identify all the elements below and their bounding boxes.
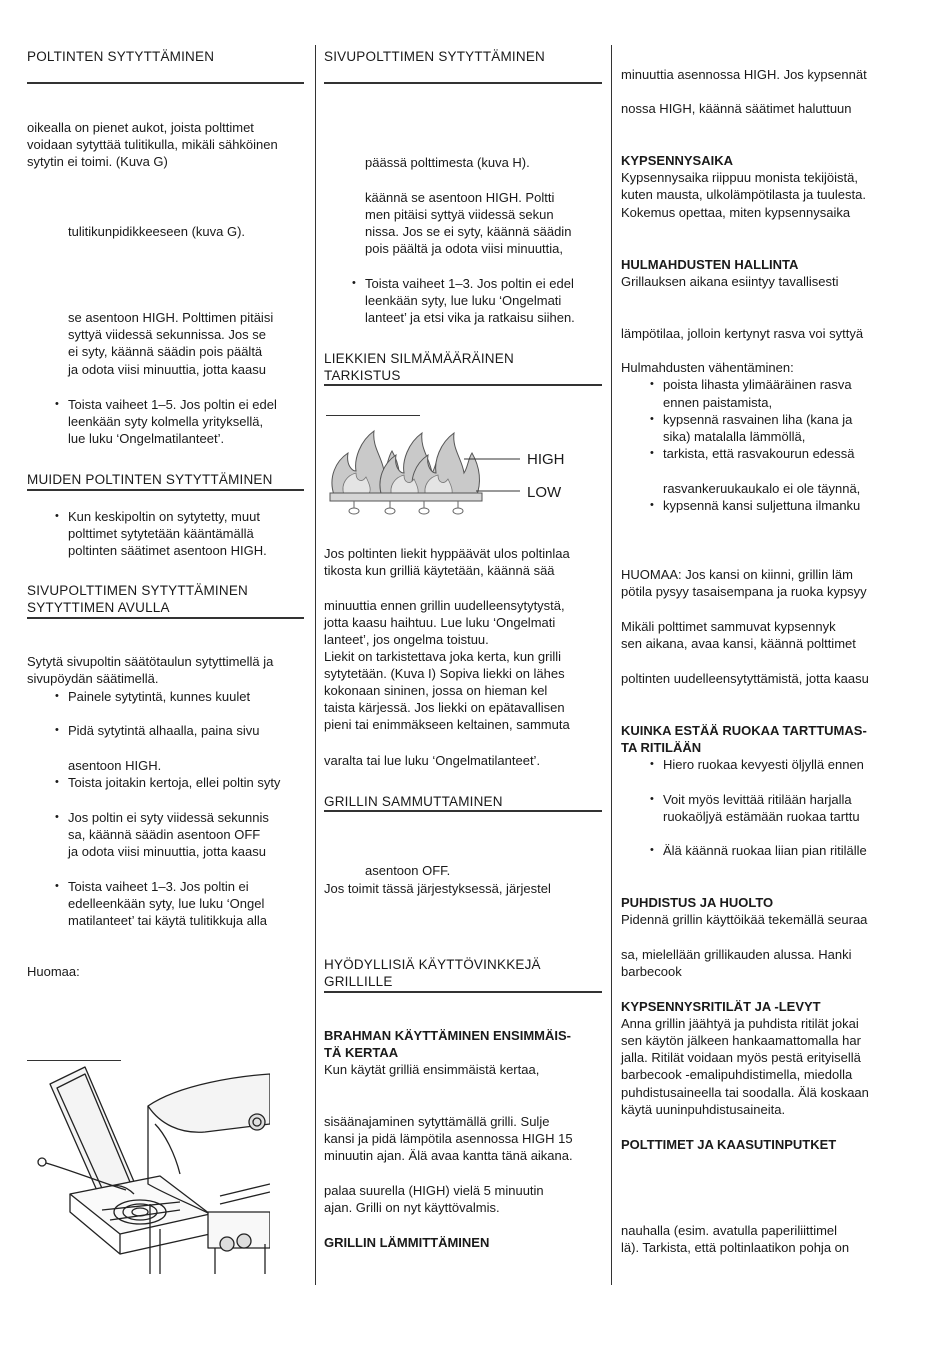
figure-caption-rule <box>27 1060 121 1061</box>
paragraph: pois päältä ja odota viisi minuuttia, <box>365 241 564 256</box>
list-item: kypsennä rasvainen liha (kana ja <box>663 412 853 427</box>
paragraph: poltinten uudelleensytyttämistä, jotta kaasu <box>621 671 869 686</box>
paragraph: käännä se asentoon HIGH. Poltti <box>365 190 555 205</box>
paragraph: kuten mausta, ulkolämpötilasta ja tuulesta. <box>621 187 866 202</box>
list-item: sika) matalalla lämmöllä, <box>663 429 806 444</box>
paragraph: Hulmahdusten vähentäminen: <box>621 360 794 375</box>
paragraph: asentoon OFF. <box>365 863 451 878</box>
heading-other-burners: MUIDEN POLTINTEN SYTYTTÄMINEN <box>27 472 273 487</box>
list-item: kypsennä kansi suljettuna ilmanku <box>663 498 861 513</box>
paragraph: sisäänajaminen sytyttämällä grilli. Sulje <box>324 1114 550 1129</box>
heading-rule <box>324 810 602 812</box>
paragraph: Kokemus opettaa, miten kypsennysaika <box>621 205 851 220</box>
paragraph: Kun käytät grilliä ensimmäistä kertaa, <box>324 1062 540 1077</box>
heading-rule <box>27 489 304 491</box>
paragraph: Liekit on tarkistettava joka kerta, kun grilli <box>324 649 561 664</box>
list-item: Toista vaiheet 1–3. Jos poltin ei <box>68 879 249 894</box>
subheading-cleaning: PUHDISTUS JA HUOLTO <box>621 895 774 910</box>
column-divider-1 <box>315 45 316 1285</box>
heading-shutdown: GRILLIN SAMMUTTAMINEN <box>324 794 503 809</box>
paragraph: voidaan sytyttää tulitikulla, mikäli sähköinen <box>27 137 278 152</box>
paragraph: minuutin ajan. Älä avaa kantta tänä aikana. <box>324 1148 573 1163</box>
paragraph: Sytytä sivupoltin säätötaulun sytyttimellä ja <box>27 654 274 669</box>
paragraph: palaa suurella (HIGH) vielä 5 minuutin <box>324 1183 544 1198</box>
paragraph: nissa. Jos se ei syty, käännä säädin <box>365 224 572 239</box>
figure-caption-rule <box>326 415 420 416</box>
bullet-dot: • <box>55 398 59 410</box>
heading-rule <box>27 617 304 619</box>
list-item: sa, käännä säädin asentoon OFF <box>68 827 261 842</box>
subheading-prevent-sticking: TA RITILÄÄN <box>621 740 702 755</box>
list-item: Jos poltin ei syty viidessä sekunnis <box>68 810 269 825</box>
paragraph: HUOMAA: Jos kansi on kiinni, grillin läm <box>621 567 853 582</box>
list-item: poltinten säätimet asentoon HIGH. <box>68 543 267 558</box>
paragraph: minuuttia ennen grillin uudelleensytytystä, <box>324 598 565 613</box>
subheading-burners-venturis: POLTTIMET JA KAASUTINPUTKET <box>621 1137 837 1152</box>
paragraph: sen aikana, avaa kansi, käännä polttimet <box>621 636 856 651</box>
paragraph: kokonaan sininen, jossa on hieman kel <box>324 683 548 698</box>
heading-side-burner-igniter: SYTYTTIMEN AVULLA <box>27 600 170 615</box>
bullet-dot: • <box>55 510 59 522</box>
heading-side-burner: SIVUPOLTTIMEN SYTYTTÄMINEN <box>324 49 545 64</box>
bullet-dot: • <box>55 690 59 702</box>
paragraph: men pitäisi syttyä viidessä sekun <box>365 207 554 222</box>
bullet-dot: • <box>650 758 654 770</box>
paragraph: ajan. Grilli on nyt käyttövalmis. <box>324 1200 500 1215</box>
bullet-dot: • <box>650 844 654 856</box>
heading-lighting-burners: POLTINTEN SYTYTTÄMINEN <box>27 49 215 64</box>
paragraph: lanteet’, jos ongelma toistuu. <box>324 632 489 647</box>
list-item: edelleenkään syty, lue luku ‘Ongel <box>68 896 265 911</box>
subheading-cooking-time: KYPSENNYSAIKA <box>621 153 733 168</box>
paragraph: ei syty, käännä säädin pois päältä <box>68 344 263 359</box>
paragraph: barbecook <box>621 964 682 979</box>
list-item: leenkään syty kolmella yrityksellä, <box>68 414 264 429</box>
list-item: Hiero ruokaa kevyesti öljyllä ennen <box>663 757 864 772</box>
paragraph: sivupöydän säätimellä. <box>27 671 159 686</box>
list-item: lanteet’ ja etsi vika ja ratkaisu siihen. <box>365 310 575 325</box>
paragraph: sa, mielellään grillikauden alussa. Hanki <box>621 947 852 962</box>
note-label: Huomaa: <box>27 964 80 979</box>
subheading-grates: KYPSENNYSRITILÄT JA -LEVYT <box>621 999 821 1014</box>
list-item: Toista vaiheet 1–5. Jos poltin ei edel <box>68 397 277 412</box>
paragraph: tikosta kun grilliä käytetään, käännä sää <box>324 563 555 578</box>
heading-flame-check: LIEKKIEN SILMÄMÄÄRÄINEN <box>324 351 514 366</box>
paragraph: Jos poltinten liekit hyppäävät ulos poltinlaa <box>324 546 570 561</box>
paragraph: puhdistusaineella tai soodalla. Älä koskaan <box>621 1085 869 1100</box>
list-item: Kun keskipoltin on sytytetty, muut <box>68 509 260 524</box>
heading-tips: GRILLILLE <box>324 974 393 989</box>
bullet-dot: • <box>650 793 654 805</box>
flame-diagram <box>326 425 526 520</box>
paragraph: rasvankeruukaukalo ei ole täynnä, <box>663 481 861 496</box>
paragraph: Jos toimit tässä järjestyksessä, järjestel <box>324 881 551 896</box>
paragraph: päässä polttimesta (kuva H). <box>365 155 530 170</box>
paragraph: se asentoon HIGH. Polttimen pitäisi <box>68 310 274 325</box>
bullet-dot: • <box>55 724 59 736</box>
list-item: Pidä sytytintä alhaalla, paina sivu <box>68 723 260 738</box>
bullet-dot: • <box>650 447 654 459</box>
paragraph: nauhalla (esim. avatulla paperiliittimel <box>621 1223 838 1238</box>
list-item: lue luku ‘Ongelmatilanteet’. <box>68 431 225 446</box>
subheading-prevent-sticking: KUINKA ESTÄÄ RUOKAA TARTTUMAS- <box>621 723 867 738</box>
paragraph: oikealla on pienet aukot, joista polttimet <box>27 120 254 135</box>
paragraph: käytä uuninpuhdistusaineita. <box>621 1102 786 1117</box>
list-item: polttimet sytytetään kääntämällä <box>68 526 254 541</box>
subheading-first-use: TÄ KERTAA <box>324 1045 399 1060</box>
paragraph: varalta tai lue luku ‘Ongelmatilanteet’. <box>324 753 541 768</box>
paragraph: Pidennä grillin käyttöikää tekemällä seuraa <box>621 912 868 927</box>
list-item: ruokaöljyä estämään ruokaa tarttu <box>663 809 860 824</box>
heading-flame-check: TARKISTUS <box>324 368 401 383</box>
paragraph: Anna grillin jäähtyä ja puhdista ritilät jokai <box>621 1016 859 1031</box>
paragraph: barbecook -emalipuhdistimella, miedolla <box>621 1067 853 1082</box>
paragraph: pötila pysyy tasaisempana ja ruoka kypsyy <box>621 584 867 599</box>
heading-side-burner-igniter: SIVUPOLTTIMEN SYTYTTÄMINEN <box>27 583 248 598</box>
paragraph: syttyä viidessä sekunnissa. Jos se <box>68 327 266 342</box>
list-item: leenkään syty, lue luku ‘Ongelmati <box>365 293 562 308</box>
paragraph: Kypsennysaika riippuu monista tekijöistä, <box>621 170 859 185</box>
paragraph: kansi ja pidä lämpötila asennossa HIGH 15 <box>324 1131 573 1146</box>
bullet-dot: • <box>55 880 59 892</box>
list-item: matilanteet’ tai käytä tulitikkuja alla <box>68 913 267 928</box>
heading-tips: HYÖDYLLISIÄ KÄYTTÖVINKKEJÄ <box>324 957 541 972</box>
paragraph: sytytin ei toimi. (Kuva G) <box>27 154 168 169</box>
list-item: Painele sytytintä, kunnes kuulet <box>68 689 251 704</box>
flame-label-high: HIGH <box>527 451 565 468</box>
paragraph: lämpötilaa, jolloin kertynyt rasva voi syttyä <box>621 326 864 341</box>
paragraph: jalla. Ritilät voidaan myös pestä erityisellä <box>621 1050 861 1065</box>
paragraph: Mikäli polttimet sammuvat kypsennyk <box>621 619 836 634</box>
paragraph: jotta kaasu haihtuu. Lue luku ‘Ongelmati <box>324 615 556 630</box>
list-item: Voit myös levittää ritilään harjalla <box>663 792 852 807</box>
bullet-dot: • <box>352 277 356 289</box>
bullet-dot: • <box>650 499 654 511</box>
paragraph: sytytetään. (Kuva I) Sopiva liekki on lähes <box>324 666 565 681</box>
grill-side-burner-illustration <box>30 1064 270 1274</box>
heading-rule <box>324 384 602 386</box>
paragraph: minuuttia asennossa HIGH. Jos kypsennät <box>621 67 867 82</box>
heading-rule <box>27 82 304 84</box>
paragraph: lä). Tarkista, että poltinlaatikon pohja on <box>621 1240 850 1255</box>
list-item: Toista joitakin kertoja, ellei poltin syty <box>68 775 281 790</box>
list-item: poista lihasta ylimääräinen rasva <box>663 377 852 392</box>
flame-label-low: LOW <box>527 484 562 501</box>
paragraph: asentoon HIGH. <box>68 758 162 773</box>
paragraph: tulitikunpidikkeeseen (kuva G). <box>68 224 246 239</box>
bullet-dot: • <box>650 413 654 425</box>
heading-rule <box>324 991 602 993</box>
column-divider-2 <box>611 45 612 1285</box>
paragraph: Grillauksen aikana esiintyy tavallisesti <box>621 274 839 289</box>
paragraph: pieni tai enimmäkseen keltainen, sammuta <box>324 717 570 732</box>
heading-rule <box>324 82 602 84</box>
subheading-flare-ups: HULMAHDUSTEN HALLINTA <box>621 257 799 272</box>
paragraph: sen käytön jälkeen hankaamattomalla har <box>621 1033 861 1048</box>
list-item: tarkista, että rasvakourun edessä <box>663 446 855 461</box>
paragraph: ja odota viisi minuuttia, jotta kaasu <box>68 362 266 377</box>
subheading-preheat: GRILLIN LÄMMITTÄMINEN <box>324 1235 490 1250</box>
paragraph: taista kärjessä. Jos liekki on epätavallisen <box>324 700 565 715</box>
paragraph: nossa HIGH, käännä säätimet haluttuun <box>621 101 852 116</box>
list-item: Toista vaiheet 1–3. Jos poltin ei edel <box>365 276 574 291</box>
bullet-dot: • <box>55 776 59 788</box>
subheading-first-use: BRAHMAN KÄYTTÄMINEN ENSIMMÄIS- <box>324 1028 571 1043</box>
list-item: ja odota viisi minuuttia, jotta kaasu <box>68 844 266 859</box>
bullet-dot: • <box>55 811 59 823</box>
bullet-dot: • <box>650 378 654 390</box>
list-item: ennen paistamista, <box>663 395 773 410</box>
list-item: Älä käännä ruokaa liian pian ritilälle <box>663 843 867 858</box>
